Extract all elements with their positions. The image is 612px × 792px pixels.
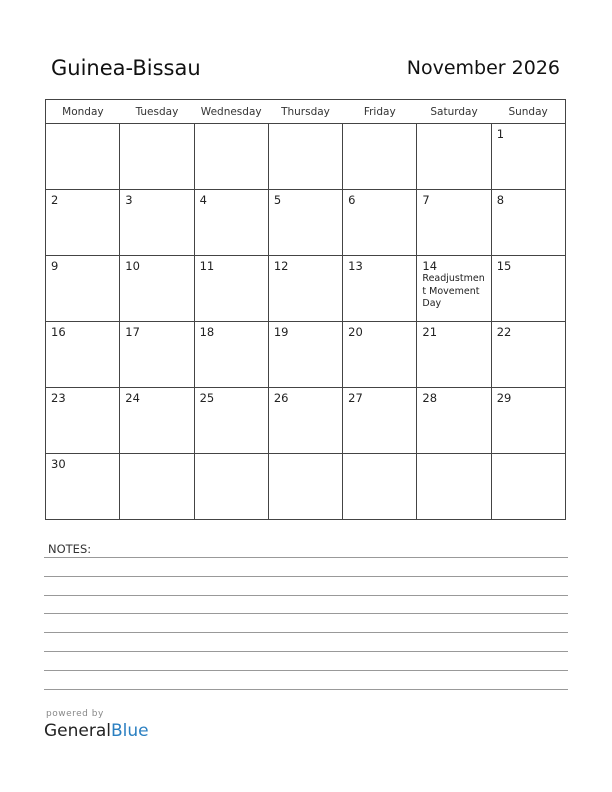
day-number: 11 bbox=[199, 259, 215, 273]
day-cell bbox=[417, 256, 491, 322]
day-number: 28 bbox=[422, 391, 438, 405]
note-line bbox=[44, 613, 568, 614]
day-number: 2 bbox=[51, 193, 59, 207]
day-number: 7 bbox=[422, 193, 430, 207]
day-number: 19 bbox=[273, 325, 289, 339]
day-cell bbox=[120, 322, 194, 388]
day-cell bbox=[268, 256, 342, 322]
day-cell bbox=[491, 322, 565, 388]
note-line bbox=[44, 557, 568, 558]
day-cell bbox=[268, 322, 342, 388]
day-number: 8 bbox=[496, 193, 505, 207]
day-cell bbox=[343, 256, 417, 322]
day-cell bbox=[46, 322, 120, 388]
day-cell bbox=[417, 322, 491, 388]
day-cell bbox=[268, 190, 342, 256]
day-cell bbox=[491, 256, 565, 322]
powered-by-text: powered by bbox=[46, 709, 104, 719]
day-cell bbox=[194, 454, 268, 520]
week-row bbox=[46, 256, 566, 322]
day-cell bbox=[417, 190, 491, 256]
day-cell bbox=[46, 190, 120, 256]
day-number: 25 bbox=[199, 391, 215, 405]
week-row bbox=[46, 388, 566, 454]
day-number: 12 bbox=[273, 259, 289, 273]
day-cell bbox=[194, 388, 268, 454]
weekday-header-row bbox=[46, 100, 566, 124]
note-line bbox=[44, 632, 568, 633]
day-number: 16 bbox=[51, 325, 66, 339]
calendar-country-title: Guinea-Bissau bbox=[51, 56, 201, 80]
day-cell bbox=[46, 256, 120, 322]
week-row bbox=[46, 124, 566, 190]
day-cell bbox=[194, 256, 268, 322]
week-row bbox=[46, 454, 566, 520]
generalblue-logo[interactable] bbox=[44, 721, 149, 741]
notes-label: NOTES: bbox=[48, 542, 92, 556]
weekday-header: Saturday bbox=[417, 100, 491, 124]
note-line bbox=[44, 689, 568, 690]
day-cell bbox=[194, 322, 268, 388]
day-number: 27 bbox=[348, 391, 363, 405]
brand-blue: Blue bbox=[111, 721, 149, 741]
day-number: 24 bbox=[125, 391, 140, 405]
day-cell bbox=[491, 454, 565, 520]
day-cell bbox=[268, 454, 342, 520]
week-row bbox=[46, 322, 566, 388]
weekday-header: Friday bbox=[343, 100, 417, 124]
day-number: 17 bbox=[125, 325, 140, 339]
calendar-month-title: November 2026 bbox=[406, 57, 560, 79]
note-line bbox=[44, 595, 568, 596]
day-number: 26 bbox=[273, 391, 289, 405]
day-cell bbox=[491, 124, 565, 190]
day-number: 10 bbox=[125, 259, 140, 273]
day-cell bbox=[120, 124, 194, 190]
day-cell bbox=[268, 124, 342, 190]
day-cell bbox=[343, 190, 417, 256]
day-cell bbox=[46, 124, 120, 190]
day-cell bbox=[417, 124, 491, 190]
day-number: 5 bbox=[273, 193, 282, 207]
weekday-header: Wednesday bbox=[194, 100, 268, 124]
day-cell bbox=[343, 322, 417, 388]
day-cell bbox=[417, 454, 491, 520]
weekday-header: Monday bbox=[46, 100, 120, 124]
day-cell bbox=[343, 388, 417, 454]
day-number: 6 bbox=[348, 193, 356, 207]
day-number: 22 bbox=[496, 325, 512, 339]
day-number: 23 bbox=[51, 391, 66, 405]
day-number: 3 bbox=[125, 193, 133, 207]
day-number: 9 bbox=[51, 259, 59, 273]
day-cell bbox=[194, 190, 268, 256]
day-cell bbox=[120, 256, 194, 322]
day-number: 13 bbox=[348, 259, 363, 273]
day-cell bbox=[120, 190, 194, 256]
weekday-header: Sunday bbox=[491, 100, 565, 124]
holiday-label: Readjustment Movement Day bbox=[422, 273, 485, 309]
note-line bbox=[44, 670, 568, 671]
day-cell bbox=[120, 454, 194, 520]
day-number: 21 bbox=[422, 325, 438, 339]
day-number: 4 bbox=[199, 193, 207, 207]
day-number: 1 bbox=[496, 127, 505, 141]
weekday-header: Thursday bbox=[268, 100, 342, 124]
day-cell bbox=[268, 388, 342, 454]
week-row bbox=[46, 190, 566, 256]
day-number: 18 bbox=[199, 325, 215, 339]
day-cell bbox=[491, 190, 565, 256]
day-number: 29 bbox=[496, 391, 512, 405]
day-cell bbox=[491, 388, 565, 454]
day-cell bbox=[194, 124, 268, 190]
calendar-grid bbox=[45, 99, 566, 520]
day-number: 20 bbox=[348, 325, 363, 339]
day-cell bbox=[46, 454, 120, 520]
note-line bbox=[44, 651, 568, 652]
weekday-header: Tuesday bbox=[120, 100, 194, 124]
day-cell bbox=[343, 124, 417, 190]
day-number: 15 bbox=[496, 259, 512, 273]
day-cell bbox=[417, 388, 491, 454]
day-number: 14 bbox=[422, 259, 438, 273]
day-cell bbox=[46, 388, 120, 454]
day-cell bbox=[120, 388, 194, 454]
day-number: 30 bbox=[51, 457, 66, 471]
day-cell bbox=[343, 454, 417, 520]
brand-general: General bbox=[44, 721, 111, 741]
note-line bbox=[44, 576, 568, 577]
